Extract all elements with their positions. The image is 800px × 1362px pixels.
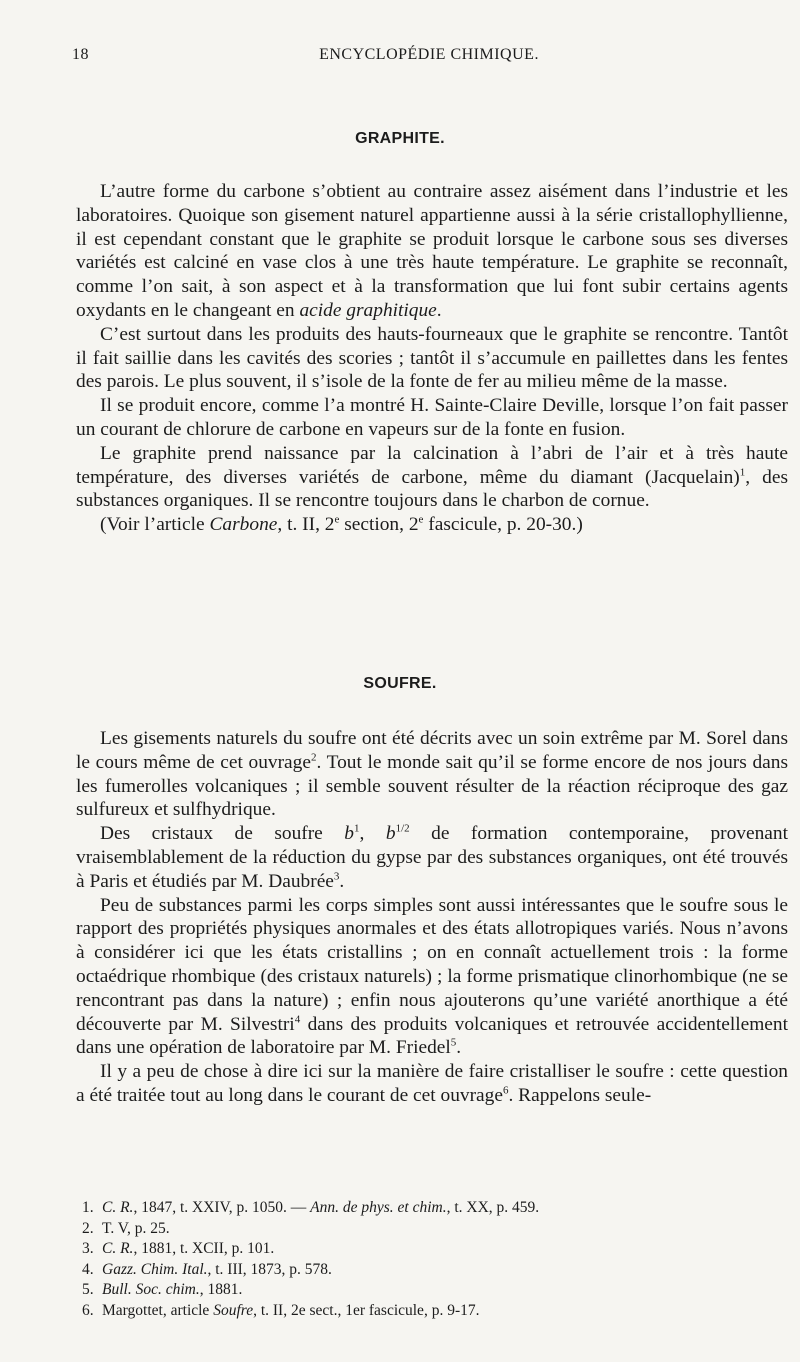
superscript: 1: [354, 822, 360, 835]
paragraph: [76, 1060, 788, 1108]
footnote-ref: 2: [310, 751, 317, 764]
paragraph: Il se produit encore, comme l’a montré H. Sainte-Claire Deville, lorsque l’on fait passer un courant de chlorure de carbone en vapeurs sur de la fonte en fusion.: [76, 395, 788, 440]
paragraph: [76, 442, 788, 513]
paragraph-text: Des cristaux de soufre: [100, 823, 323, 845]
footnote-text: , t. III, 1873, p. 578.: [207, 1260, 332, 1278]
footnote-source: Bull. Soc. chim.: [102, 1281, 200, 1299]
footnote-text: , 1847, t. XXIV, p. 1050. —: [133, 1199, 311, 1216]
italic-term: acide graphitique: [299, 299, 437, 321]
footnote: [78, 1219, 778, 1240]
footnote-text: , 1881, t. XCII, p. 101.: [133, 1240, 275, 1258]
footnotes: [78, 1198, 778, 1322]
paragraph-text: fascicule, p. 20-30.): [423, 514, 583, 536]
paragraph: [76, 822, 788, 893]
paragraph-text: Peu de substances parmi les corps simples sont aussi intéressantes que le soufre sous le rapport des propriétés physiques anormales et des états allotropiques variés. Nous n’avons à considérer ici que les états cristallins ; on en connaît actuellement trois : la forme octaédrique rhombique (des cristaux naturels) ; la forme prismatique clinorhombique (ne se rencontrant pas dans la nature) ; enfin nous ajouterons qu’une variété anorthique a été découverte par M. Silvestri: [76, 894, 788, 1035]
paragraph-text: L’autre forme du carbone s’obtient au contraire assez aisément dans l’industrie et les laboratoires. Quoique son gisement naturel appartienne aussi à la série cristallophyllienne, il est cependant constant que le graphite se produit lorsque le carbone sous ses diverses variétés est calciné en vase clos à une très haute température. Le graphite se reconnaît, comme l’on sait, à son aspect et à la transformation que lui font subir certains agents oxydants en le changeant en: [76, 181, 788, 321]
footnote-number: 3.: [82, 1240, 94, 1258]
section-heading-graphite: GRAPHITE.: [355, 130, 445, 147]
italic-term: b: [344, 823, 354, 845]
paragraph-text: . Rappelons seule-: [508, 1084, 652, 1106]
paragraph-text: Les gisements naturels du soufre ont été décrits avec un soin extrême par M. Sorel dans le cours même de cet ouvrage: [76, 728, 788, 773]
superscript: 1/2: [395, 822, 410, 835]
paragraph-text: section, 2: [339, 514, 419, 536]
footnote-text: , t. II, 2e sect., 1er fascicule, p. 9-17.: [253, 1301, 480, 1319]
footnote-number: 1.: [82, 1199, 94, 1216]
paragraph-text: de formation contemporaine, provenant vraisemblablement de la réduction du gypse par des substances organiques, ont été trouvés à Paris et étudiés par M. Daubrée: [76, 823, 788, 892]
footnote-ref: 1: [739, 466, 746, 479]
paragraph-text: , t. II, 2: [277, 514, 335, 536]
paragraph-text: dans des produits volcaniques et retrouvée accidentellement dans une opération de laboratoire par M. Friedel: [76, 1013, 788, 1059]
paragraph-text: (Voir l’article: [100, 514, 205, 536]
footnote-source: Gazz. Chim. Ital.: [102, 1260, 208, 1278]
footnote: [78, 1260, 778, 1281]
footnote-number: 4.: [82, 1260, 94, 1278]
paragraph-text: , des substances organiques. Il se rencontre toujours dans le charbon de cornue.: [76, 466, 788, 512]
footnote-number: 5.: [82, 1281, 94, 1299]
page-number: 18: [72, 46, 89, 63]
paragraph: [76, 180, 788, 323]
section-heading-soufre: SOUFRE.: [363, 675, 437, 692]
footnote-source: C. R.: [102, 1199, 134, 1216]
footnote-source: Soufre: [213, 1301, 254, 1319]
paragraph: [76, 513, 788, 537]
footnote: [78, 1280, 778, 1301]
paragraph: [76, 727, 788, 822]
paragraph-text: Il y a peu de chose à dire ici sur la manière de faire cristalliser le soufre : cette question a été traitée tout au long dans le courant de cet ouvrage: [76, 1061, 788, 1106]
paragraph: C’est surtout dans les produits des hauts-fourneaux que le graphite se rencontre. Tantôt il fait saillie dans les cavités des scories ; tantôt il s’accumule en paillettes dans les fentes des parois. Le plus souvent, il s’isole de la fonte de fer au milieu même de la masse.: [76, 323, 788, 393]
footnote-text: , t. XX, p. 459.: [446, 1199, 540, 1216]
footnote-text: T. V, p. 25.: [102, 1219, 170, 1237]
footnote-ref: 6: [502, 1084, 509, 1097]
punctuation: .: [339, 870, 345, 892]
italic-term: b: [385, 823, 396, 845]
footnote-number: 6.: [82, 1301, 94, 1319]
punctuation: .: [436, 299, 442, 321]
paragraph-text: Le graphite prend naissance par la calcination à l’abri de l’air et à très haute température, des diverses variétés de carbone, même du diamant (Jacquelain): [76, 442, 788, 488]
footnote-ref: 4: [294, 1013, 301, 1026]
italic-term: Carbone: [209, 514, 278, 536]
soufre-section-body: [76, 727, 788, 1108]
footnote-text: Margottet, article: [102, 1301, 214, 1319]
footnote-number: 2.: [82, 1219, 94, 1237]
footnote: [78, 1198, 778, 1219]
punctuation: .: [456, 1037, 462, 1059]
footnote-source: Ann. de phys. et chim.: [310, 1199, 447, 1216]
footnote-ref: 5: [450, 1036, 457, 1049]
footnote-ref: 3: [333, 870, 340, 883]
superscript: e: [334, 513, 340, 526]
footnote: [78, 1239, 778, 1260]
page-header: [72, 46, 786, 70]
paragraph: [76, 894, 788, 1061]
paragraph-text: . Tout le monde sait qu’il se forme encore de nos jours dans les fumerolles volcaniques ; il semble souvent résulter de la réaction réciproque des gaz sulfureux et sulfhydrique.: [76, 751, 789, 821]
graphite-section-body: [76, 180, 788, 537]
footnote-source: C. R.: [102, 1240, 134, 1258]
superscript: e: [418, 513, 424, 526]
running-title: ENCYCLOPÉDIE CHIMIQUE.: [319, 46, 539, 63]
footnote: [78, 1301, 778, 1322]
footnote-text: , 1881.: [199, 1281, 243, 1299]
punctuation: ,: [359, 823, 386, 845]
